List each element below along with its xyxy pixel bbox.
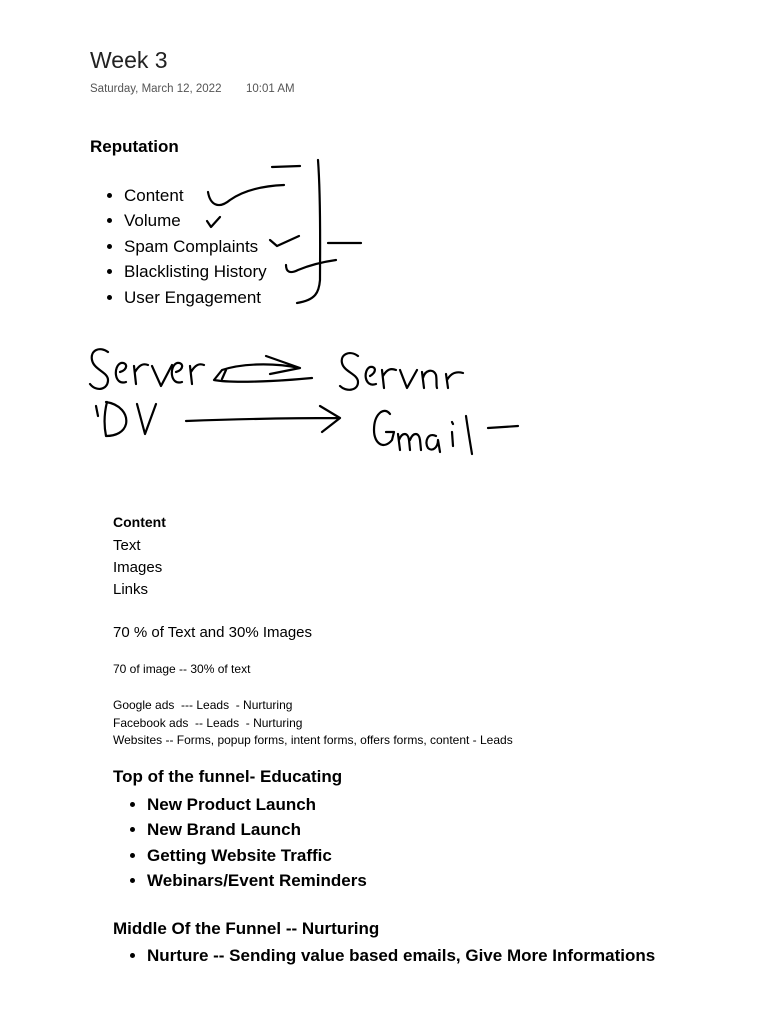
double-arrow-icon [214,356,312,382]
list-item: Links [113,581,149,598]
check-mark-icon [208,185,284,205]
list-item: • Content [124,183,267,208]
page-title: Week 3 [90,47,168,73]
middle-funnel-heading: Middle Of the Funnel -- Nurturing [113,919,380,938]
reputation-heading: Reputation [90,137,179,156]
lead-source-lines [113,697,513,750]
list-item: • New Brand Launch [147,817,367,842]
list-item: • Volume [124,208,267,233]
bracket-mark [297,160,320,303]
list-item: Images [113,559,163,576]
list-item: • Nurture -- Sending value based emails, Give More Informations [147,943,655,968]
top-funnel-list [129,792,367,893]
ratio-alt-text: 70 of image -- 30% of text [113,662,251,676]
handwriting-server-right [340,353,463,390]
list-item: Text [113,537,141,554]
list-item: • User Engagement [124,285,267,310]
top-funnel-heading: Top of the funnel- Educating [113,767,343,786]
middle-funnel-list [129,943,655,968]
dash-mark [272,166,300,167]
arrow-right-icon [186,406,340,432]
handwriting-gmail [374,411,518,454]
content-list [113,535,162,601]
content-heading: Content [113,514,166,530]
list-item: • Getting Website Traffic [147,843,367,868]
handwriting-server-left [90,349,204,389]
handwriting-dv [96,402,156,436]
text-line: Facebook ads -- Leads - Nurturing [113,715,303,730]
check-mark-icon [270,236,299,246]
check-mark-icon [207,217,220,227]
text-line: Google ads --- Leads - Nurturing [113,698,293,712]
check-mark-icon [286,260,336,272]
list-item: • Spam Complaints [124,234,267,259]
list-item: • New Product Launch [147,792,367,817]
page-time: 10:01 AM [246,83,295,95]
ratio-main-text: 70 % of Text and 30% Images [113,624,313,641]
list-item: • Blacklisting History [124,259,267,284]
page-date: Saturday, March 12, 2022 [90,83,222,95]
text-line: Websites -- Forms, popup forms, intent forms, offers forms, content - Leads [113,733,513,747]
list-item: • Webinars/Event Reminders [147,868,367,893]
